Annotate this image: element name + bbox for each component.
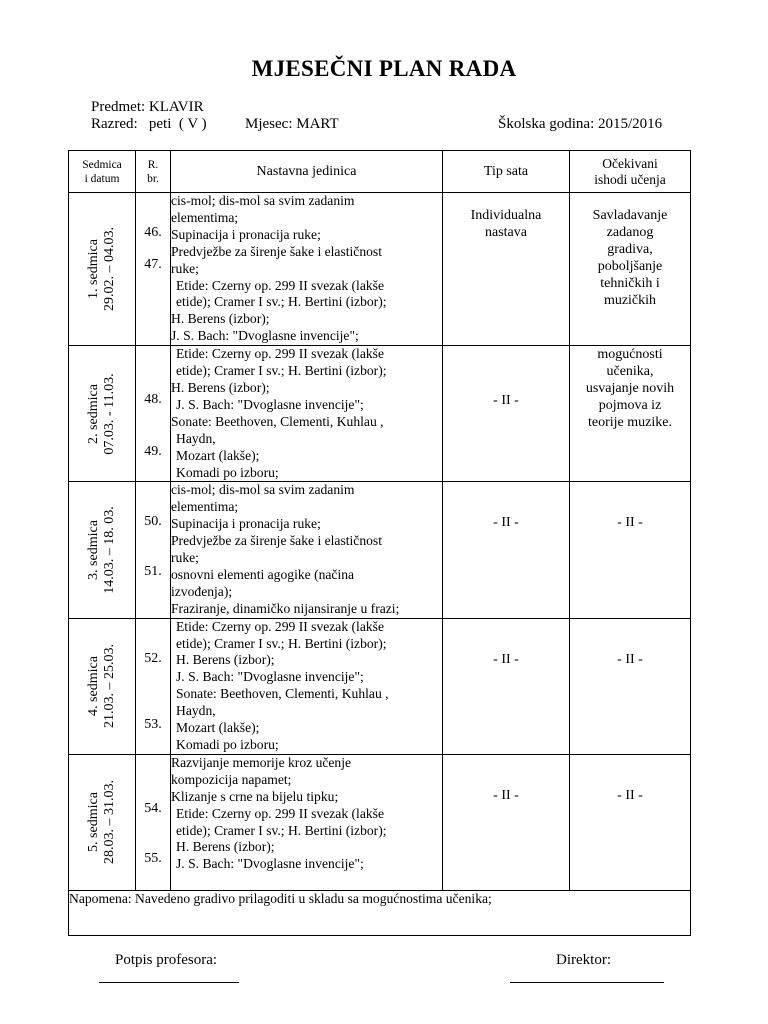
teaching-unit-cell — [171, 193, 443, 346]
week-dates: 21.03. – 25.03. — [102, 644, 117, 729]
header-row — [69, 151, 691, 193]
school-year: Školska godina: 2015/2016 — [498, 116, 663, 132]
lesson-type: - II - — [493, 393, 519, 409]
professor-signature-label: Potpis profesora: — [115, 952, 218, 968]
lesson-number: 55. — [144, 850, 162, 866]
teaching-unit-cell — [171, 482, 443, 618]
lesson-number: 51. — [144, 564, 162, 580]
week-number: 3. sedmica — [86, 520, 101, 580]
expected-outcome: Savladavanje zadanog gradiva, poboljšanje tehničkih i muzičkih — [592, 208, 668, 308]
page-title: MJESEČNI PLAN RADA — [251, 56, 517, 81]
lesson-number: 53. — [144, 716, 162, 732]
lesson-numbers-cell — [136, 754, 171, 890]
week-number: 4. sedmica — [86, 656, 101, 717]
outcome-cell — [570, 618, 691, 754]
week-number: 2. sedmica — [86, 383, 101, 444]
week-number: 5. sedmica — [86, 792, 101, 853]
week-row — [69, 346, 691, 482]
teaching-unit-line: cis-mol; dis-mol sa svim zadanim — [171, 193, 355, 208]
expected-outcome: - II - — [617, 515, 643, 531]
lesson-type: - II - — [493, 515, 519, 531]
lesson-type-cell — [443, 618, 570, 754]
teaching-unit-line: J. S. Bach: "Dvoglasne invencije"; — [176, 856, 364, 872]
lesson-type-cell — [443, 193, 570, 346]
teaching-unit-line: Mozart (lakše); — [176, 720, 260, 736]
teaching-unit-line: Etide: Czerny op. 299 II svezak (lakše — [176, 618, 384, 634]
expected-outcome: mogućnosti učenika, usvajanje novih pojmova iz teorije muzike. — [585, 347, 675, 431]
lesson-type-cell — [443, 482, 570, 618]
teaching-unit-line: H. Berens (izbor); — [171, 311, 270, 327]
teaching-unit-line: izvođenja); — [171, 583, 233, 599]
note-row — [69, 890, 691, 935]
teaching-unit-line: H. Berens (izbor); — [176, 652, 275, 668]
week-label — [86, 227, 118, 311]
lesson-number: 47. — [144, 257, 162, 272]
lesson-type-cell — [443, 346, 570, 482]
teaching-unit-line: Sonate: Beethoven, Clementi, Kuhlau , — [171, 413, 384, 429]
header-unit: Nastavna jedinica — [171, 151, 443, 193]
lesson-number: 46. — [144, 225, 162, 240]
week-label — [86, 373, 118, 454]
teaching-unit-line: Etide: Czerny op. 299 II svezak (lakše — [176, 277, 384, 293]
teaching-unit-line: H. Berens (izbor); — [176, 839, 275, 855]
class: Razred: peti ( V ) — [91, 116, 207, 132]
week-dates: 14.03. – 18. 03. — [102, 506, 117, 594]
lesson-type: Individualna nastava — [470, 208, 542, 240]
teaching-unit-line: ruke; — [171, 550, 199, 566]
header-rbr: R. br. — [136, 151, 171, 193]
subject: Predmet: KLAVIR — [91, 99, 204, 115]
lesson-number: 54. — [144, 800, 162, 816]
teaching-unit-line: elementima; — [171, 499, 239, 515]
week-row — [69, 482, 691, 618]
week-dates: 07.03. - 11.03. — [102, 373, 117, 455]
expected-outcome: - II - — [617, 651, 643, 667]
director-signature-label: Direktor: — [556, 952, 611, 968]
month: Mjesec: MART — [245, 116, 339, 132]
week-row — [69, 193, 691, 346]
lesson-number: 50. — [144, 514, 162, 530]
teaching-unit-line: Haydn, — [176, 430, 216, 446]
note: Napomena: Navedeno gradivo prilagoditi u skladu sa mogućnostima učenika; — [69, 890, 691, 935]
teaching-unit-line: Predvježbe za širenje šake i elastičnost — [171, 243, 382, 259]
teaching-unit-line: osnovni elementi agogike (načina — [171, 566, 355, 582]
teaching-unit-line: kompozicija napamet; — [171, 771, 292, 787]
outcome-cell — [570, 754, 691, 890]
teaching-unit-line: H. Berens (izbor); — [171, 379, 270, 395]
teaching-unit-line: etide); Cramer I sv.; H. Bertini (izbor); — [176, 294, 387, 310]
week-row — [69, 618, 691, 754]
week-row — [69, 754, 691, 890]
professor-signature-line — [99, 962, 239, 983]
teaching-unit-line: Komadi po izboru; — [176, 737, 279, 752]
teaching-unit-cell — [171, 618, 443, 754]
teaching-unit-line: J. S. Bach: "Dvoglasne invencije"; — [171, 328, 359, 344]
teaching-unit-line: Etide: Czerny op. 299 II svezak (lakše — [176, 346, 384, 362]
teaching-unit-line: elementima; — [171, 209, 239, 225]
teaching-unit-line: Komadi po izboru; — [176, 464, 279, 480]
director-signature-line — [510, 962, 664, 983]
week-dates: 29.02. – 04.03. — [102, 227, 117, 312]
teaching-unit-cell — [171, 346, 443, 482]
teaching-unit-line: J. S. Bach: "Dvoglasne invencije"; — [176, 669, 364, 685]
outcome-cell — [570, 482, 691, 618]
teaching-unit-line: Predvježbe za širenje šake i elastičnost — [171, 533, 382, 549]
lesson-type-cell — [443, 754, 570, 890]
week-number: 1. sedmica — [86, 239, 101, 300]
header-type: Tip sata — [443, 151, 570, 193]
teaching-unit-line: Razvijanje memorije kroz učenje — [171, 754, 352, 770]
teaching-unit-line: Klizanje s crne na bijelu tipku; — [171, 788, 339, 804]
header-week: Sedmica i datum — [69, 151, 136, 193]
header-outcome: Očekivani ishodi učenja — [570, 151, 691, 193]
outcome-cell — [570, 346, 691, 482]
teaching-unit-line: etide); Cramer I sv.; H. Bertini (izbor); — [176, 822, 387, 838]
week-cell — [69, 346, 136, 482]
week-cell — [69, 754, 136, 890]
lesson-number: 49. — [144, 444, 162, 460]
lesson-number: 52. — [144, 650, 162, 666]
teaching-unit-line: J. S. Bach: "Dvoglasne invencije"; — [176, 396, 364, 412]
week-cell — [69, 482, 136, 618]
teaching-unit-line: Fraziranje, dinamičko nijansiranje u frazi; — [171, 600, 400, 616]
teaching-unit-line: etide); Cramer I sv.; H. Bertini (izbor); — [176, 635, 387, 651]
teaching-unit-line: Etide: Czerny op. 299 II svezak (lakše — [176, 805, 384, 821]
lesson-number: 48. — [144, 392, 162, 408]
week-cell — [69, 618, 136, 754]
lesson-type: - II - — [493, 651, 519, 667]
week-cell — [69, 193, 136, 346]
plan-table — [68, 150, 691, 936]
week-label — [86, 780, 118, 864]
teaching-unit-cell — [171, 754, 443, 890]
week-dates: 28.03. – 31.03. — [102, 780, 117, 865]
teaching-unit-line: Supinacija i pronacija ruke; — [171, 226, 321, 242]
teaching-unit-line: Haydn, — [176, 703, 216, 719]
week-label — [86, 644, 118, 728]
teaching-unit-line: Sonate: Beethoven, Clementi, Kuhlau , — [176, 686, 389, 702]
teaching-unit-line: etide); Cramer I sv.; H. Bertini (izbor); — [176, 363, 387, 379]
lesson-numbers-cell — [136, 482, 171, 618]
teaching-unit-line: cis-mol; dis-mol sa svim zadanim — [171, 482, 355, 498]
teaching-unit-line: Supinacija i pronacija ruke; — [171, 516, 321, 532]
teaching-unit-line: ruke; — [171, 260, 199, 276]
expected-outcome: - II - — [617, 787, 643, 803]
lesson-numbers-cell — [136, 346, 171, 482]
teaching-unit-line: Mozart (lakše); — [176, 447, 260, 463]
week-label — [86, 506, 118, 594]
outcome-cell — [570, 193, 691, 346]
lesson-type: - II - — [493, 787, 519, 803]
lesson-numbers-cell — [136, 618, 171, 754]
lesson-numbers-cell — [136, 193, 171, 346]
